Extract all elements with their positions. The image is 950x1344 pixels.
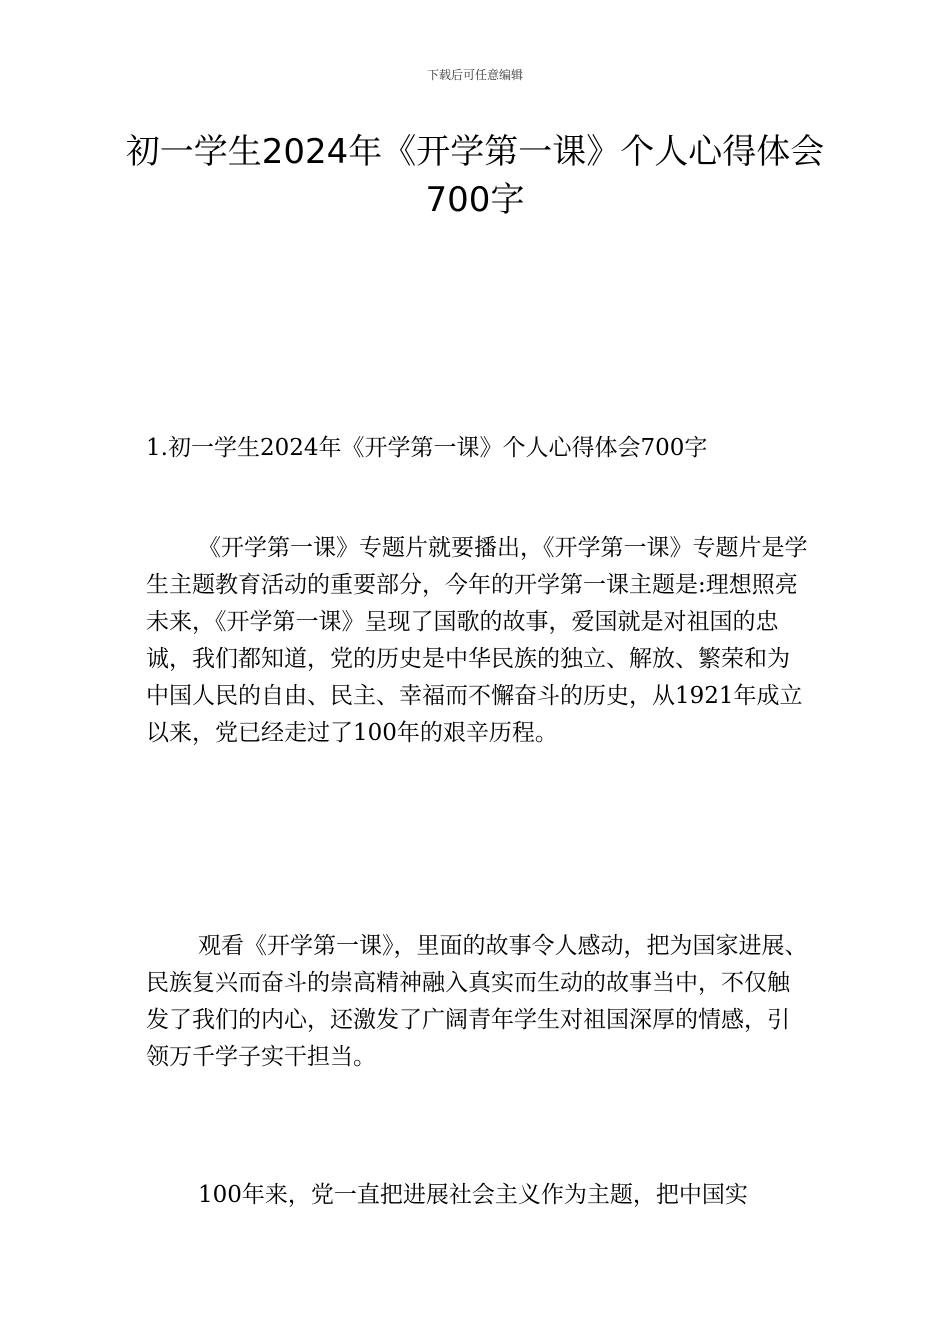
document-title: 初一学生2024年《开学第一课》个人心得体会700字	[125, 132, 825, 220]
body-paragraph: 《开学第一课》专题片就要播出，《开学第一课》专题片是学生主题教育活动的重要部分，今年的开学第一课主题是:理想照亮未来，《开学第一课》呈现了国歌的故事，爱国就是对祖国的忠诚，我们都知道，党的历史是中华民族的独立、解放、繁荣和为中国人民的自由、民主、幸福而不懈奋斗的历史，从1921年成立以来，党已经走过了100年的艰辛历程。	[146, 535, 808, 746]
section-heading: 1.初一学生2024年《开学第一课》个人心得体会700字	[146, 435, 708, 461]
body-paragraph: 100年来，党一直把进展社会主义作为主题，把中国实	[198, 1182, 748, 1208]
body-paragraph: 观看《开学第一课》，里面的故事令人感动，把为国家进展、民族复兴而奋斗的崇高精神融入真实而生动的故事当中，不仅触发了我们的内心，还激发了广阔青年学生对祖国深厚的情感，引领万千学子实干担当。	[146, 933, 808, 1070]
header-note: 下载后可任意编辑	[426, 68, 523, 82]
